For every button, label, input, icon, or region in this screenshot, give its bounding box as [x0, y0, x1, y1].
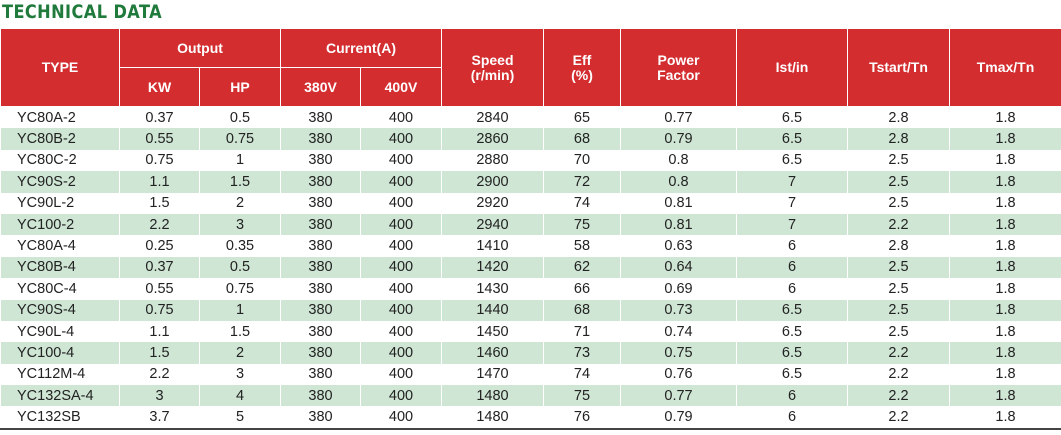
header-hp: HP — [200, 68, 281, 107]
cell-eff: 74 — [544, 193, 621, 214]
cell-kw: 3.7 — [120, 406, 200, 428]
cell-current-400v: 400 — [361, 321, 442, 342]
cell-tmax: 1.8 — [950, 300, 1061, 321]
cell-eff: 66 — [544, 278, 621, 299]
technical-data-table — [0, 28, 1061, 430]
cell-tstart: 2.2 — [848, 214, 950, 235]
cell-tstart: 2.8 — [848, 107, 950, 129]
cell-speed: 2940 — [442, 214, 544, 235]
cell-tstart: 2.8 — [848, 128, 950, 149]
header-eff-line1: Eff — [572, 51, 592, 68]
cell-current-400v: 400 — [361, 406, 442, 428]
cell-current-380v: 380 — [281, 364, 361, 385]
cell-tmax: 1.8 — [950, 278, 1061, 299]
header-pf-line2: Factor — [657, 66, 700, 83]
cell-tstart: 2.5 — [848, 257, 950, 278]
cell-tmax: 1.8 — [950, 257, 1061, 278]
cell-hp: 1 — [200, 150, 281, 171]
header-eff — [544, 29, 621, 107]
cell-power-factor: 0.79 — [621, 406, 737, 428]
cell-speed: 1470 — [442, 364, 544, 385]
cell-power-factor: 0.81 — [621, 214, 737, 235]
header-type: TYPE — [1, 29, 120, 107]
cell-current-400v: 400 — [361, 150, 442, 171]
cell-eff: 68 — [544, 300, 621, 321]
cell-hp: 0.5 — [200, 107, 281, 129]
cell-power-factor: 0.79 — [621, 128, 737, 149]
cell-power-factor: 0.76 — [621, 364, 737, 385]
cell-tmax: 1.8 — [950, 193, 1061, 214]
cell-ist: 7 — [737, 193, 848, 214]
cell-power-factor: 0.77 — [621, 385, 737, 406]
cell-current-400v: 400 — [361, 300, 442, 321]
cell-hp: 0.75 — [200, 278, 281, 299]
cell-tmax: 1.8 — [950, 150, 1061, 171]
cell-current-400v: 400 — [361, 128, 442, 149]
cell-power-factor: 0.77 — [621, 107, 737, 129]
cell-current-400v: 400 — [361, 235, 442, 256]
cell-eff: 74 — [544, 364, 621, 385]
cell-tstart: 2.5 — [848, 278, 950, 299]
table-row — [1, 406, 1061, 428]
cell-eff: 73 — [544, 342, 621, 363]
table-row — [1, 342, 1061, 363]
header-eff-line2: (%) — [571, 66, 593, 83]
cell-ist: 6 — [737, 278, 848, 299]
cell-type: YC132SA-4 — [1, 385, 120, 406]
cell-ist: 6.5 — [737, 128, 848, 149]
cell-current-380v: 380 — [281, 214, 361, 235]
cell-type: YC80B-2 — [1, 128, 120, 149]
cell-speed: 1440 — [442, 300, 544, 321]
cell-kw: 0.75 — [120, 300, 200, 321]
table-row — [1, 321, 1061, 342]
header-tmax: Tmax/Tn — [950, 29, 1061, 107]
cell-tmax: 1.8 — [950, 406, 1061, 428]
cell-tstart: 2.5 — [848, 150, 950, 171]
cell-tstart: 2.5 — [848, 321, 950, 342]
table-row — [1, 385, 1061, 406]
header-ist: Ist/in — [737, 29, 848, 107]
cell-ist: 6.5 — [737, 300, 848, 321]
page-title: TECHNICAL DATA — [2, 1, 163, 23]
cell-ist: 6.5 — [737, 150, 848, 171]
cell-speed: 2860 — [442, 128, 544, 149]
cell-current-380v: 380 — [281, 385, 361, 406]
cell-speed: 2900 — [442, 171, 544, 192]
cell-power-factor: 0.8 — [621, 150, 737, 171]
cell-power-factor: 0.81 — [621, 193, 737, 214]
table-row — [1, 128, 1061, 149]
cell-type: YC80C-2 — [1, 150, 120, 171]
cell-tstart: 2.5 — [848, 300, 950, 321]
cell-power-factor: 0.63 — [621, 235, 737, 256]
cell-speed: 2880 — [442, 150, 544, 171]
cell-speed: 1420 — [442, 257, 544, 278]
cell-kw: 1.1 — [120, 321, 200, 342]
cell-tmax: 1.8 — [950, 321, 1061, 342]
cell-current-380v: 380 — [281, 300, 361, 321]
cell-current-380v: 380 — [281, 235, 361, 256]
cell-type: YC132SB — [1, 406, 120, 428]
cell-eff: 68 — [544, 128, 621, 149]
table-row — [1, 300, 1061, 321]
cell-tmax: 1.8 — [950, 171, 1061, 192]
cell-current-400v: 400 — [361, 214, 442, 235]
cell-speed: 1410 — [442, 235, 544, 256]
cell-eff: 70 — [544, 150, 621, 171]
cell-current-380v: 380 — [281, 193, 361, 214]
cell-tstart: 2.2 — [848, 342, 950, 363]
cell-power-factor: 0.64 — [621, 257, 737, 278]
cell-kw: 3 — [120, 385, 200, 406]
cell-current-400v: 400 — [361, 257, 442, 278]
cell-eff: 72 — [544, 171, 621, 192]
cell-kw: 0.37 — [120, 107, 200, 129]
cell-tmax: 1.8 — [950, 385, 1061, 406]
cell-eff: 71 — [544, 321, 621, 342]
cell-current-380v: 380 — [281, 107, 361, 129]
cell-type: YC90S-2 — [1, 171, 120, 192]
cell-power-factor: 0.8 — [621, 171, 737, 192]
cell-kw: 0.55 — [120, 128, 200, 149]
cell-type: YC100-4 — [1, 342, 120, 363]
table-row — [1, 150, 1061, 171]
cell-tstart: 2.2 — [848, 406, 950, 428]
cell-type: YC80B-4 — [1, 257, 120, 278]
cell-current-380v: 380 — [281, 257, 361, 278]
table-row — [1, 364, 1061, 385]
table-row — [1, 214, 1061, 235]
cell-power-factor: 0.75 — [621, 342, 737, 363]
cell-current-400v: 400 — [361, 278, 442, 299]
cell-power-factor: 0.73 — [621, 300, 737, 321]
cell-current-380v: 380 — [281, 150, 361, 171]
cell-type: YC80C-4 — [1, 278, 120, 299]
table-row — [1, 107, 1061, 129]
table-row — [1, 235, 1061, 256]
cell-ist: 6.5 — [737, 342, 848, 363]
table-row — [1, 193, 1061, 214]
cell-current-380v: 380 — [281, 321, 361, 342]
cell-current-380v: 380 — [281, 128, 361, 149]
table-row — [1, 278, 1061, 299]
cell-type: YC90S-4 — [1, 300, 120, 321]
cell-eff: 65 — [544, 107, 621, 129]
header-400v: 400V — [361, 68, 442, 107]
cell-kw: 1.5 — [120, 342, 200, 363]
cell-ist: 6 — [737, 385, 848, 406]
cell-type: YC100-2 — [1, 214, 120, 235]
cell-hp: 3 — [200, 364, 281, 385]
cell-tmax: 1.8 — [950, 235, 1061, 256]
cell-type: YC90L-2 — [1, 193, 120, 214]
cell-ist: 6.5 — [737, 364, 848, 385]
cell-current-400v: 400 — [361, 342, 442, 363]
cell-hp: 0.75 — [200, 128, 281, 149]
cell-tmax: 1.8 — [950, 128, 1061, 149]
cell-kw: 2.2 — [120, 364, 200, 385]
cell-current-380v: 380 — [281, 171, 361, 192]
cell-ist: 6.5 — [737, 107, 848, 129]
header-pf-line1: Power — [657, 51, 700, 68]
header-380v: 380V — [281, 68, 361, 107]
cell-tmax: 1.8 — [950, 342, 1061, 363]
cell-power-factor: 0.69 — [621, 278, 737, 299]
header-speed — [442, 29, 544, 107]
cell-ist: 6 — [737, 406, 848, 428]
cell-speed: 2920 — [442, 193, 544, 214]
cell-hp: 2 — [200, 342, 281, 363]
cell-hp: 1 — [200, 300, 281, 321]
cell-tstart: 2.2 — [848, 385, 950, 406]
cell-type: YC90L-4 — [1, 321, 120, 342]
cell-kw: 1.1 — [120, 171, 200, 192]
table-body — [1, 107, 1061, 429]
header-tstart: Tstart/Tn — [848, 29, 950, 107]
cell-hp: 1.5 — [200, 171, 281, 192]
header-speed-line1: Speed — [471, 51, 514, 68]
cell-current-400v: 400 — [361, 193, 442, 214]
cell-hp: 0.5 — [200, 257, 281, 278]
cell-kw: 0.55 — [120, 278, 200, 299]
cell-type: YC80A-2 — [1, 107, 120, 129]
cell-eff: 62 — [544, 257, 621, 278]
cell-hp: 5 — [200, 406, 281, 428]
header-power-factor — [621, 29, 737, 107]
cell-ist: 7 — [737, 214, 848, 235]
cell-current-400v: 400 — [361, 107, 442, 129]
cell-ist: 6.5 — [737, 321, 848, 342]
cell-hp: 2 — [200, 193, 281, 214]
cell-kw: 0.25 — [120, 235, 200, 256]
cell-current-380v: 380 — [281, 278, 361, 299]
cell-kw: 2.2 — [120, 214, 200, 235]
cell-ist: 6 — [737, 235, 848, 256]
cell-tstart: 2.5 — [848, 171, 950, 192]
cell-hp: 0.35 — [200, 235, 281, 256]
cell-eff: 58 — [544, 235, 621, 256]
cell-tmax: 1.8 — [950, 364, 1061, 385]
table-row — [1, 257, 1061, 278]
table-header — [1, 29, 1061, 107]
cell-type: YC112M-4 — [1, 364, 120, 385]
cell-current-400v: 400 — [361, 385, 442, 406]
cell-tstart: 2.8 — [848, 235, 950, 256]
cell-ist: 6 — [737, 257, 848, 278]
cell-hp: 4 — [200, 385, 281, 406]
cell-speed: 2840 — [442, 107, 544, 129]
cell-speed: 1480 — [442, 406, 544, 428]
cell-ist: 7 — [737, 171, 848, 192]
cell-speed: 1430 — [442, 278, 544, 299]
cell-power-factor: 0.74 — [621, 321, 737, 342]
cell-hp: 3 — [200, 214, 281, 235]
cell-tmax: 1.8 — [950, 107, 1061, 129]
cell-kw: 1.5 — [120, 193, 200, 214]
cell-speed: 1460 — [442, 342, 544, 363]
cell-tstart: 2.5 — [848, 193, 950, 214]
cell-current-400v: 400 — [361, 171, 442, 192]
cell-tmax: 1.8 — [950, 214, 1061, 235]
cell-eff: 76 — [544, 406, 621, 428]
cell-speed: 1450 — [442, 321, 544, 342]
cell-current-380v: 380 — [281, 406, 361, 428]
cell-eff: 75 — [544, 385, 621, 406]
header-output: Output — [120, 29, 281, 68]
cell-current-400v: 400 — [361, 364, 442, 385]
header-kw: KW — [120, 68, 200, 107]
cell-kw: 0.37 — [120, 257, 200, 278]
cell-type: YC80A-4 — [1, 235, 120, 256]
table-row — [1, 171, 1061, 192]
cell-current-380v: 380 — [281, 342, 361, 363]
header-speed-line2: (r/min) — [470, 66, 515, 83]
cell-eff: 75 — [544, 214, 621, 235]
cell-hp: 1.5 — [200, 321, 281, 342]
cell-tstart: 2.2 — [848, 364, 950, 385]
cell-kw: 0.75 — [120, 150, 200, 171]
header-current: Current(A) — [281, 29, 442, 68]
cell-speed: 1480 — [442, 385, 544, 406]
